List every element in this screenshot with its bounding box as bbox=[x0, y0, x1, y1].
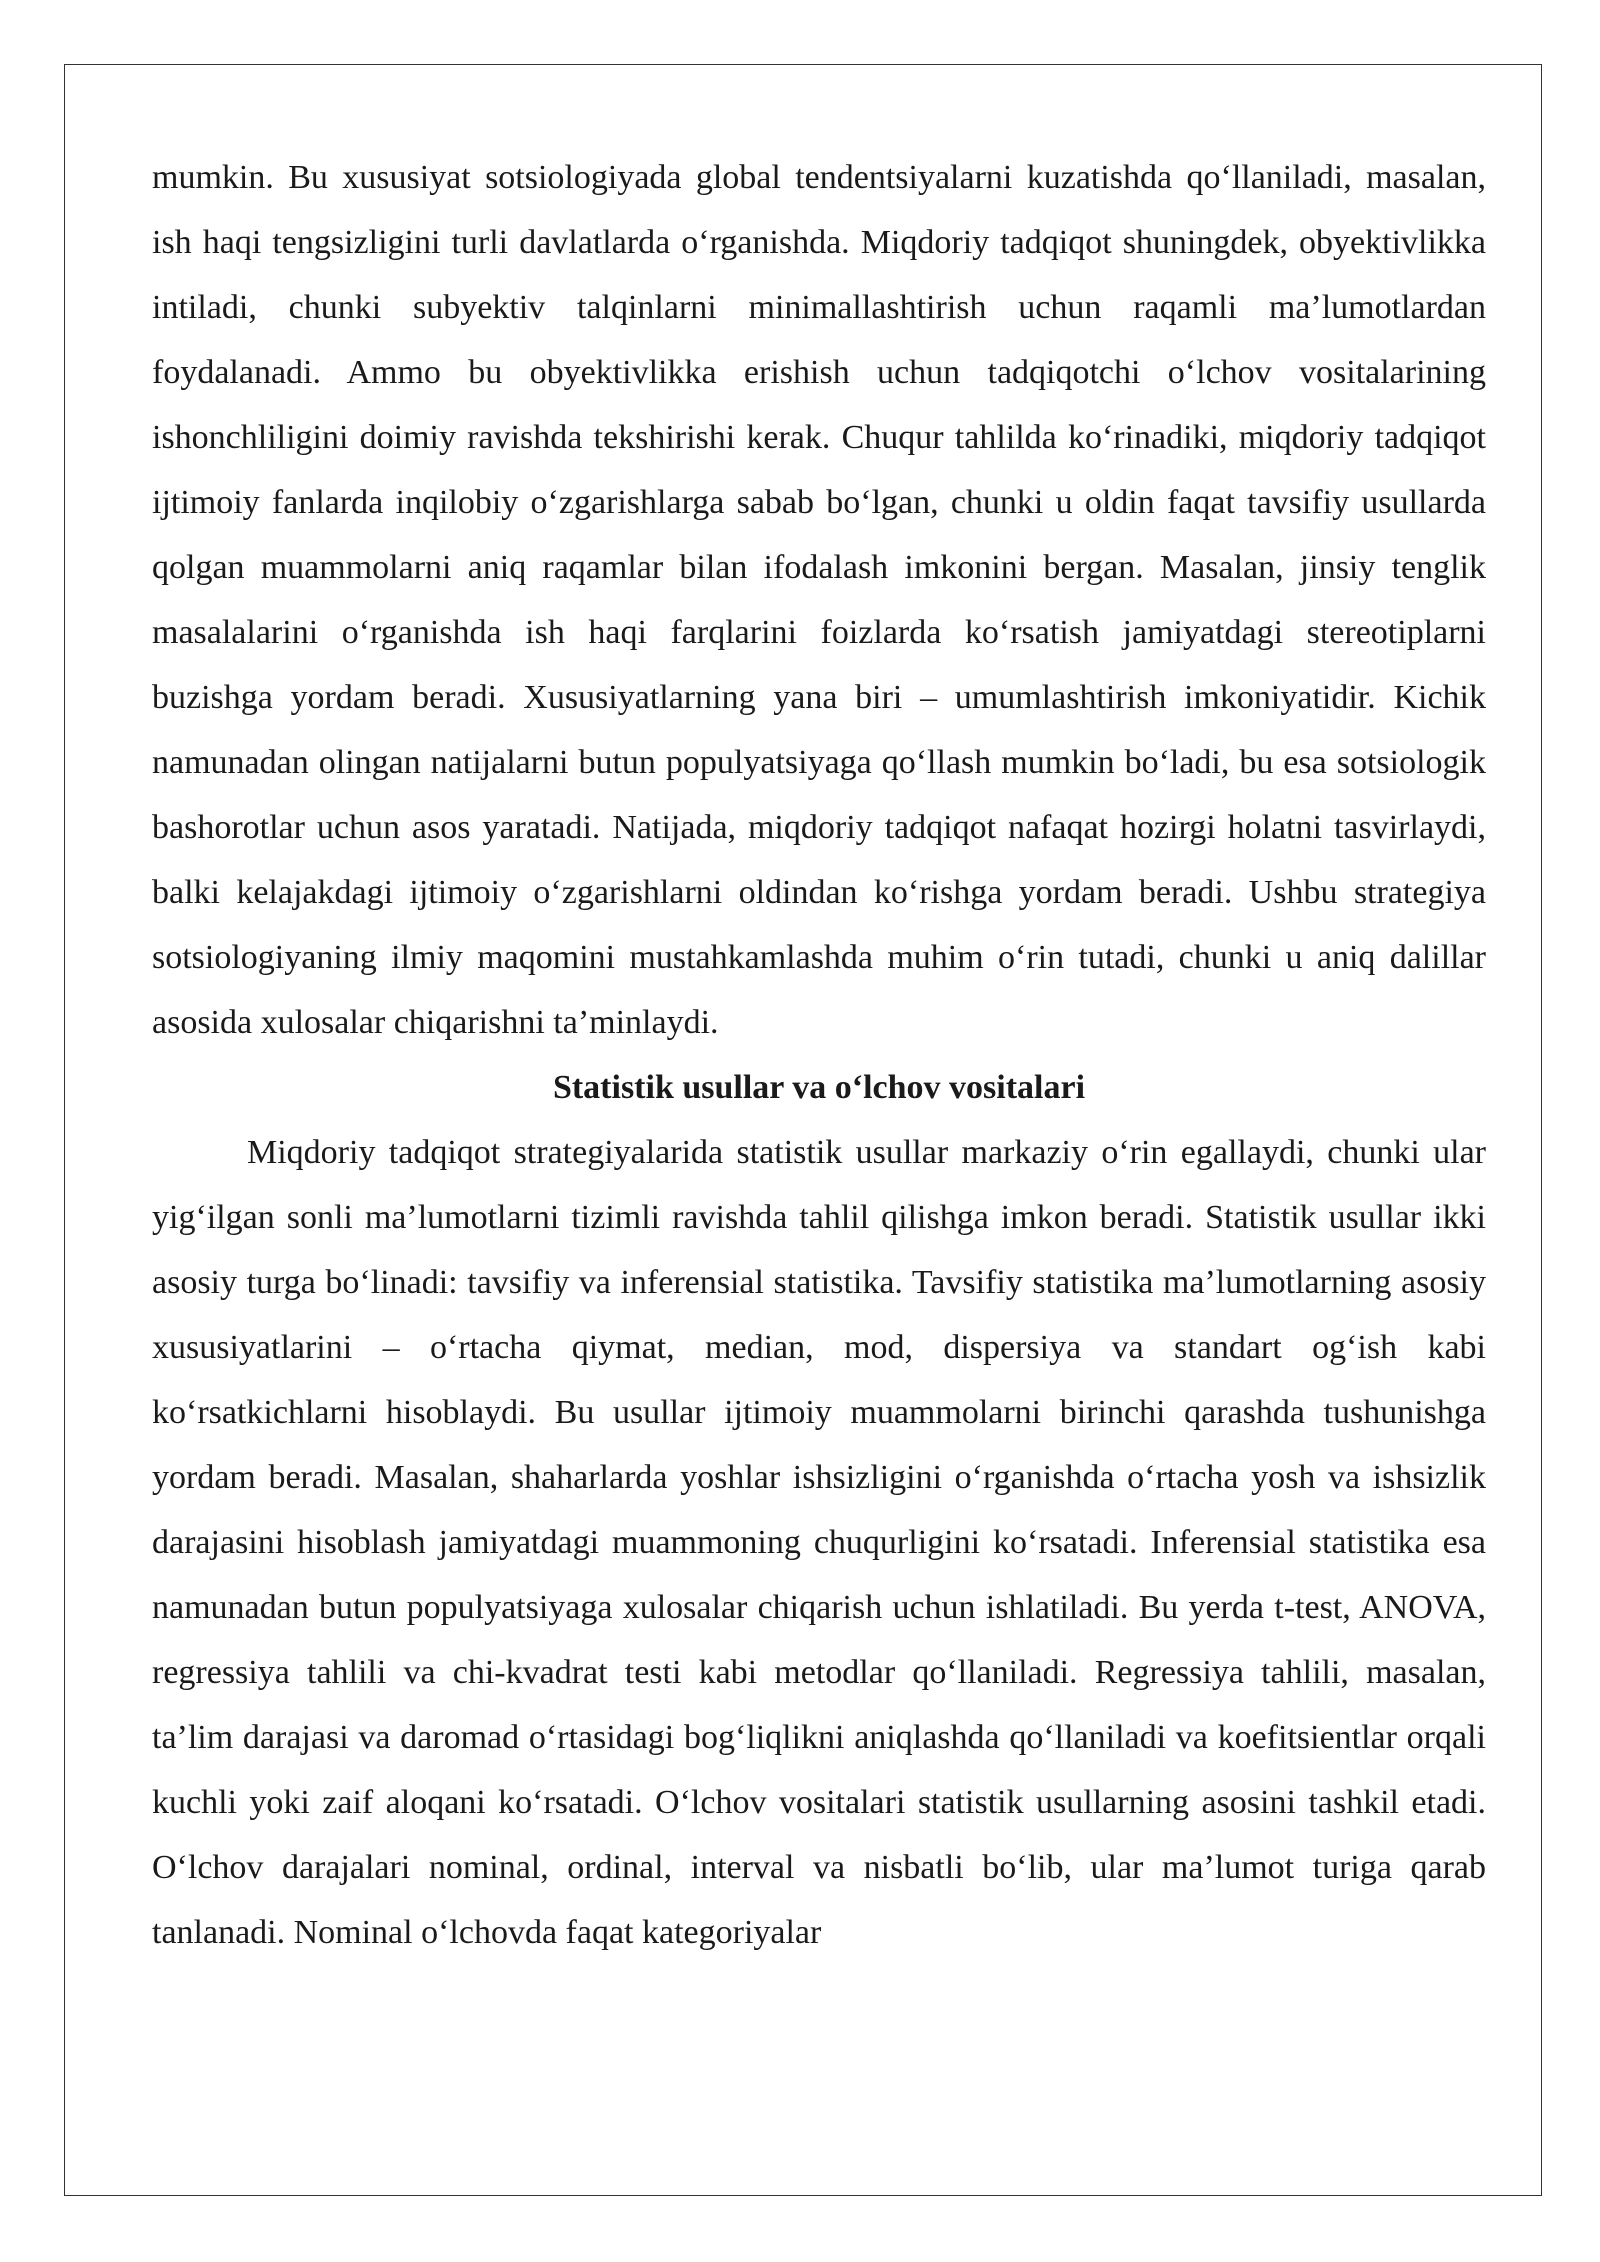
document-body bbox=[152, 145, 1486, 1965]
section-heading: Statistik usullar va o‘lchov vositalari bbox=[552, 1069, 1086, 1106]
body-paragraph: mumkin. Bu xususiyat sotsiologiyada global tendentsiyalarni kuzatishda qo‘llaniladi, masalan, ish haqi tengsizligini turli davlatlarda o‘rganishda. Miqdoriy tadqiqot shuningdek, obyektivlikka intiladi, chunki subyektiv talqinlarni minimallashtirish uchun raqamli ma’lumotlardan foydalanadi. Ammo bu obyektivlikka erishish uchun tadqiqotchi o‘lchov vositalarining ishonchliligini doimiy ravishda tekshirishi kerak. Chuqur tahlilda ko‘rinadiki, miqdoriy tadqiqot ijtimoiy fanlarda inqilobiy o‘zgarishlarga sabab bo‘lgan, chunki u oldin faqat tavsifiy usullarda qolgan muammolarni aniq raqamlar bilan ifodalash imkonini bergan. Masalan, jinsiy tenglik masalalarini o‘rganishda ish haqi farqlarini foizlarda ko‘rsatish jamiyatdagi stereotiplarni buzishga yordam beradi. Xususiyatlarning yana biri – umumlashtirish imkoniyatidir. Kichik namunadan olingan natijalarni butun populyatsiyaga qo‘llash mumkin bo‘ladi, bu esa sotsiologik bashorotlar uchun asos yaratadi. Natijada, miqdoriy tadqiqot nafaqat hozirgi holatni tasvirlaydi, balki kelajakdagi ijtimoiy o‘zgarishlarni oldindan ko‘rishga yordam beradi. Ushbu strategiya sotsiologiyaning ilmiy maqomini mustahkamlashda muhim o‘rin tutadi, chunki u aniq dalillar asosida xulosalar chiqarishni ta’minlaydi. bbox=[152, 159, 1486, 1041]
body-paragraph: Miqdoriy tadqiqot strategiyalarida statistik usullar markaziy o‘rin egallaydi, chunki ular yig‘ilgan sonli ma’lumotlarni tizimli ravishda tahlil qilishga imkon beradi. Statistik usullar ikki asosiy turga bo‘linadi: tavsifiy va inferensial statistika. Tavsifiy statistika ma’lumotlarning asosiy xususiyatlarini – o‘rtacha qiymat, median, mod, dispersiya va standart og‘ish kabi ko‘rsatkichlarni hisoblaydi. Bu usullar ijtimoiy muammolarni birinchi qarashda tushunishga yordam beradi. Masalan, shaharlarda yoshlar ishsizligini o‘rganishda o‘rtacha yosh va ishsizlik darajasini hisoblash jamiyatdagi muammoning chuqurligini ko‘rsatadi. Inferensial statistika esa namunadan butun populyatsiyaga xulosalar chiqarish uchun ishlatiladi. Bu yerda t-test, ANOVA, regressiya tahlili va chi-kvadrat testi kabi metodlar qo‘llaniladi. Regressiya tahlili, masalan, ta’lim darajasi va daromad o‘rtasidagi bog‘liqlikni aniqlashda qo‘llaniladi va koefitsientlar orqali kuchli yoki zaif aloqani ko‘rsatadi. O‘lchov vositalari statistik usullarning asosini tashkil etadi. O‘lchov darajalari nominal, ordinal, interval va nisbatli bo‘lib, ular ma’lumot turiga qarab tanlanadi. Nominal o‘lchovda faqat kategoriyalar bbox=[152, 1134, 1486, 1951]
